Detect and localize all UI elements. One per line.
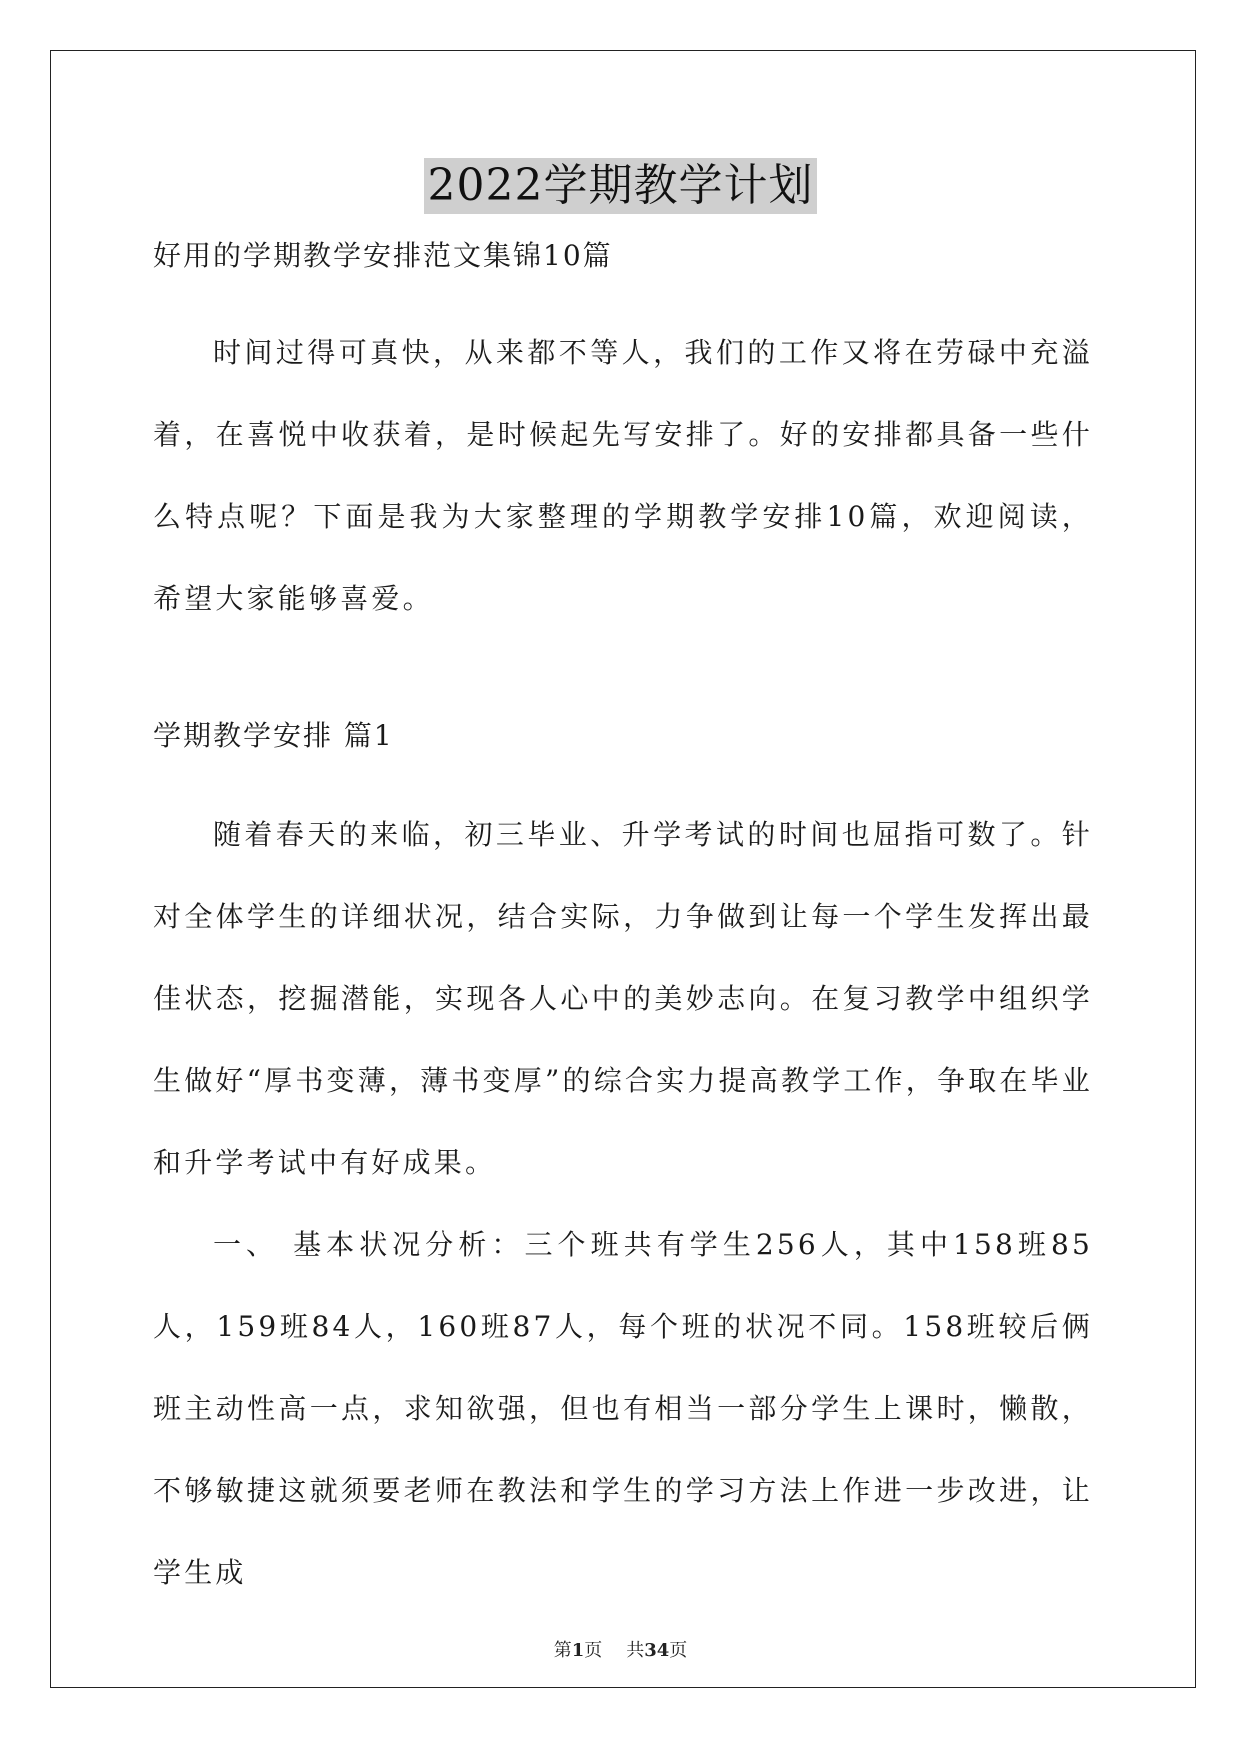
intro-paragraph: 时间过得可真快，从来都不等人，我们的工作又将在劳碌中充溢着，在喜悦中收获着，是时候起先写安排了。好的安排都具备一些什么特点呢？下面是我为大家整理的学期教学安排10篇，欢迎阅读，希望大家能够喜爱。	[153, 336, 1093, 615]
document-body	[153, 236, 1093, 1614]
document-title: 2022学期教学计划	[424, 158, 818, 214]
document-subtitle: 好用的学期教学安排范文集锦10篇	[153, 239, 613, 272]
title-container	[0, 158, 1241, 214]
page-footer	[0, 1636, 1241, 1662]
section-paragraph-1: 随着春天的来临，初三毕业、升学考试的时间也屈指可数了。针对全体学生的详细状况，结合实际，力争做到让每一个学生发挥出最佳状态，挖掘潜能，实现各人心中的美妙志向。在复习教学中组织学生做好“厚书变薄，薄书变厚”的综合实力提高教学工作，争取在毕业和升学考试中有好成果。	[153, 818, 1093, 1179]
page-suffix: 页	[584, 1640, 603, 1661]
page-total: 34	[644, 1640, 670, 1661]
page-current: 1	[571, 1640, 585, 1661]
section-heading: 学期教学安排 篇1	[153, 719, 394, 752]
total-suffix: 页	[669, 1640, 688, 1661]
total-prefix: 共	[626, 1640, 645, 1661]
page-prefix: 第	[553, 1640, 572, 1661]
section-paragraph-2: 一、 基本状况分析：三个班共有学生256人，其中158班85人，159班84人，160班87人，每个班的状况不同。158班较后俩班主动性高一点，求知欲强，但也有相当一部分学生上课时，懒散，不够敏捷这就须要老师在教法和学生的学习方法上作进一步改进，让学生成	[153, 1228, 1093, 1589]
